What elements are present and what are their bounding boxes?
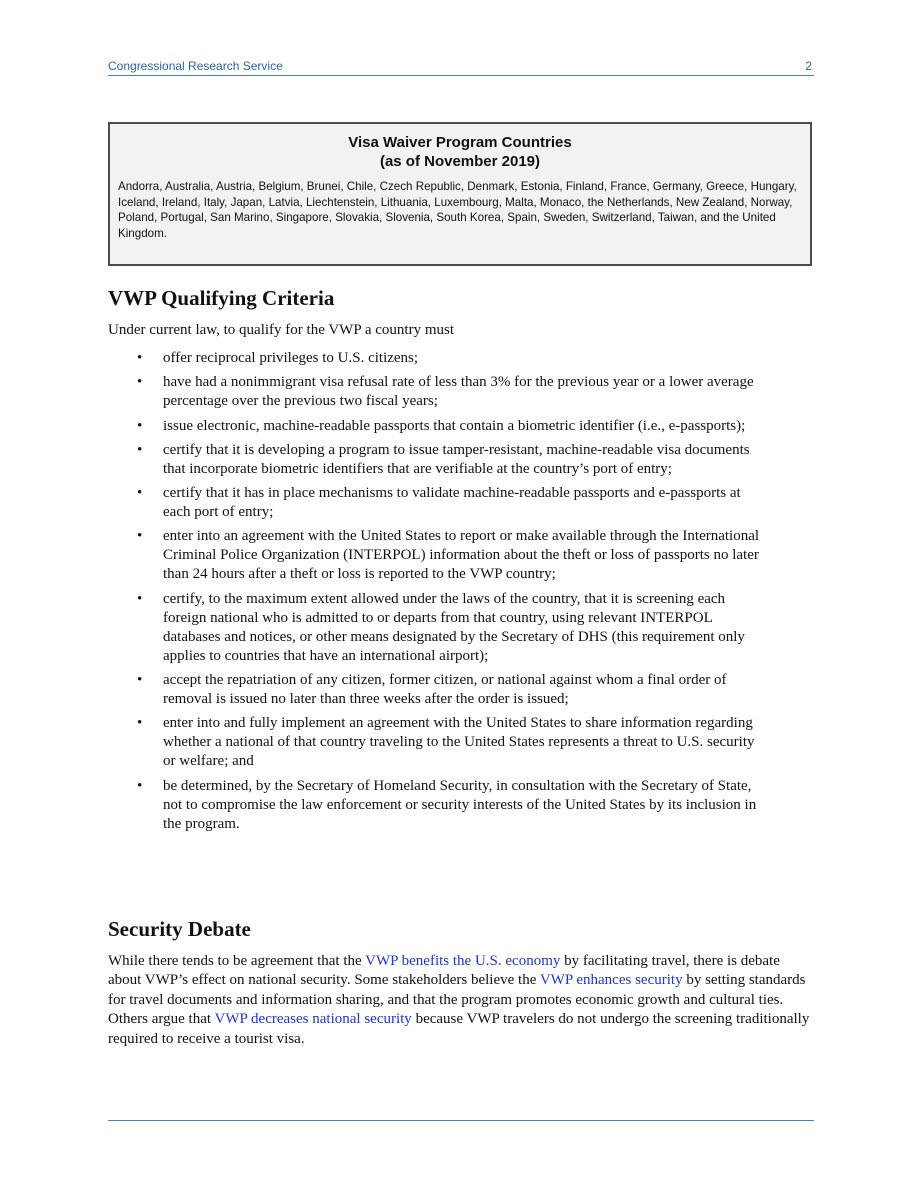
criteria-item bbox=[108, 714, 768, 771]
country-list: Andorra, Australia, Austria, Belgium, Brunei, Chile, Czech Republic, Denmark, Estonia, Finland, France, Germany, Greece, Hungary, Iceland, Ireland, Italy, Japan, Latvia, Liechtenstein, Lithuania, Luxembourg, Malta, Monaco, the Netherlands, New Zealand, Norway, Poland, Portugal, San Marino, Singapore, Slovakia, Slovenia, South Korea, Spain, Sweden, Switzerland, Taiwan, and the United Kingdom. bbox=[118, 180, 797, 240]
criteria-item bbox=[108, 373, 768, 411]
debate-text: because VWP travelers do not undergo the screening traditionally required to receive a tourist visa. bbox=[108, 1011, 810, 1047]
criteria-item-text: offer reciprocal privileges to U.S. citizens; bbox=[163, 350, 419, 366]
criteria-item-text: certify that it is developing a program to issue tamper-resistant, machine-readable visa documents that incorporate biometric identifiers that are verifiable at the country’s port of entry; bbox=[163, 441, 750, 477]
criteria-item bbox=[108, 484, 768, 522]
bullet-icon: • bbox=[137, 777, 143, 794]
criteria-item-text: have had a nonimmigrant visa refusal rate of less than 3% for the previous year or a lower average percentage over the previous two fiscal years; bbox=[163, 374, 754, 410]
bullet-icon: • bbox=[137, 350, 143, 366]
criteria-item bbox=[108, 441, 768, 479]
criteria-item-text: certify that it has in place mechanisms to validate machine-readable passports and e-passports at each port of entry; bbox=[163, 485, 741, 521]
criteria-item bbox=[108, 527, 768, 584]
link-vwp-enhances-security[interactable]: VWP enhances security bbox=[539, 972, 683, 989]
criteria-item bbox=[108, 590, 768, 666]
debate-text: While there tends to be agreement that the bbox=[108, 953, 366, 969]
security-debate-heading: Security Debate bbox=[108, 917, 251, 941]
page-header bbox=[108, 58, 814, 76]
header-organization: Congressional Research Service bbox=[108, 59, 283, 73]
bullet-icon: • bbox=[137, 528, 143, 545]
qualifying-intro: Under current law, to qualify for the VWP a country must bbox=[108, 322, 455, 338]
link-vwp-benefits-economy[interactable]: VWP benefits the U.S. economy bbox=[365, 953, 561, 969]
criteria-item bbox=[108, 671, 768, 709]
page-number: 2 bbox=[805, 59, 812, 73]
criteria-item-text: accept the repatriation of any citizen, former citizen, or national against whom a final order of removal is issued no later than three weeks after the order is issued; bbox=[163, 672, 727, 708]
box-title-line-1: Visa Waiver Program Countries bbox=[348, 134, 572, 151]
box-title-line-2: (as of November 2019) bbox=[379, 153, 541, 170]
link-vwp-decreases-security[interactable]: VWP decreases national security bbox=[214, 1011, 412, 1028]
criteria-list bbox=[108, 349, 768, 839]
box-title bbox=[110, 133, 810, 171]
bullet-icon: • bbox=[137, 672, 143, 689]
bullet-icon: • bbox=[137, 485, 143, 502]
criteria-item bbox=[108, 417, 768, 436]
security-debate-paragraph bbox=[108, 952, 814, 1049]
criteria-item-text: be determined, by the Secretary of Homeland Security, in consultation with the Secretary of State, not to compromise the law enforcement or security interests of the United States by its inclusion in the program. bbox=[163, 777, 757, 832]
vwp-countries-box bbox=[108, 122, 812, 266]
bullet-icon: • bbox=[137, 441, 143, 458]
footer-rule bbox=[108, 1120, 814, 1121]
criteria-item-text: enter into an agreement with the United States to report or make available through the International Criminal Police Organization (INTERPOL) information about the theft or loss of passports no later than 24 hours after a theft or loss is reported to the VWP country; bbox=[163, 528, 760, 583]
criteria-item bbox=[108, 349, 768, 368]
bullet-icon: • bbox=[137, 374, 143, 391]
debate-text: by facilitating travel, there is debate about VWP’s effect on national security. Some stakeholders believe the bbox=[108, 953, 780, 989]
bullet-icon: • bbox=[137, 417, 143, 434]
criteria-item bbox=[108, 777, 768, 834]
bullet-icon: • bbox=[137, 715, 143, 732]
criteria-item-text: certify, to the maximum extent allowed under the laws of the country, that it is screening each foreign national who is admitted to or departs from that country, using relevant INTERPOL databases and notices, or other means designated by the Secretary of DHS (this requirement only applies to countries that have an international airport); bbox=[163, 590, 745, 664]
criteria-item-text: issue electronic, machine-readable passports that contain a biometric identifier (i.e., e-passports); bbox=[163, 417, 746, 434]
bullet-icon: • bbox=[137, 590, 143, 607]
debate-text: by setting standards for travel documents and information sharing, and that the program promotes economic growth and cultural ties. Others argue that bbox=[108, 972, 806, 1028]
criteria-item-text: enter into and fully implement an agreement with the United States to share information regarding whether a national of that country traveling to the United States represents a threat to U.S. security or welfare; and bbox=[163, 715, 755, 770]
qualifying-criteria-heading: VWP Qualifying Criteria bbox=[108, 286, 335, 310]
